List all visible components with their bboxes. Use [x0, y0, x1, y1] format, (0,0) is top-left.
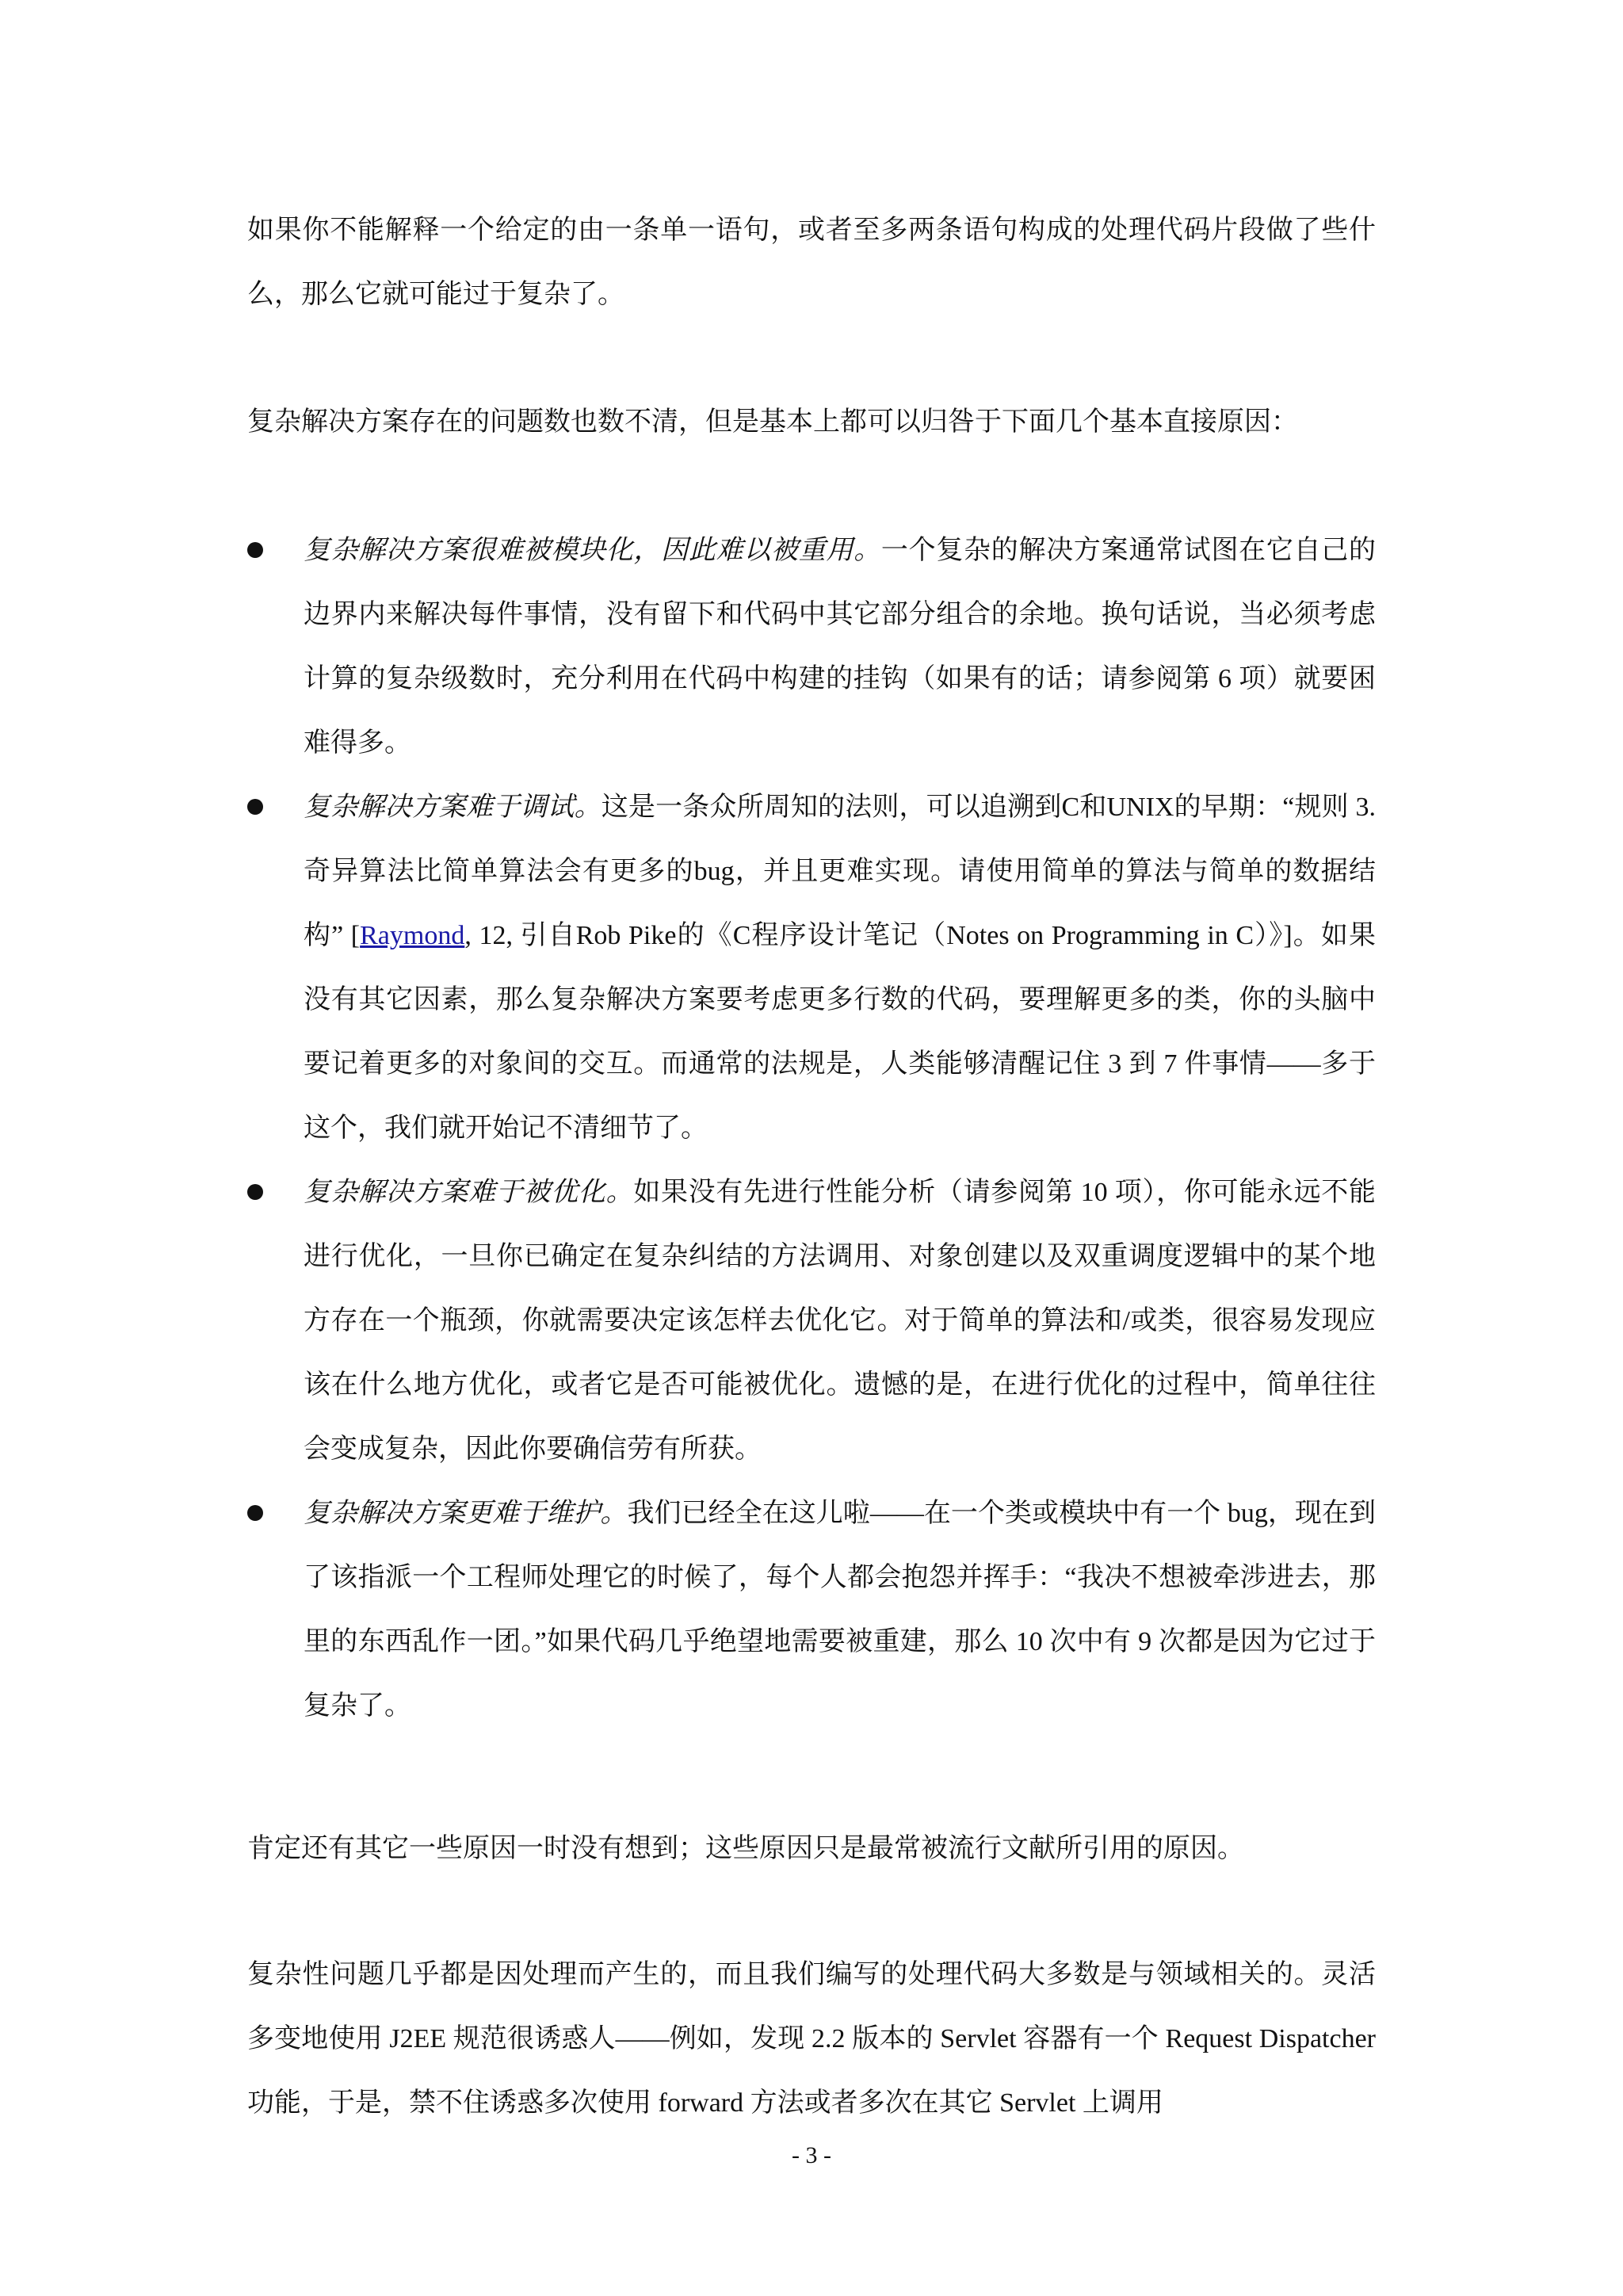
reference-link[interactable]: Raymond	[360, 921, 465, 950]
bullet-text: 这是一条众所周知的法则，可以追溯到C和UNIX的早期：“规则 3. 奇异算法比简单算法会有更多的bug，并且更难实现。请使用简单的算法与简单的数据结构” [	[304, 793, 1376, 950]
bullet-lead: 复杂解决方案难于被优化。	[304, 1178, 634, 1207]
bullet-lead: 复杂解决方案很难被模块化，因此难以被重用。	[304, 536, 881, 565]
bullet-list	[247, 518, 1376, 1738]
bullet-item	[247, 1160, 1376, 1481]
paragraph-3: 肯定还有其它一些原因一时没有想到；这些原因只是最常被流行文献所引用的原因。	[247, 1834, 1244, 1863]
bullet-dot-icon	[247, 542, 263, 558]
bullet-text: 一个复杂的解决方案通常试图在它自己的边界内来解决每件事情，没有留下和代码中其它部分组合的余地。换句话说，当必须考虑计算的复杂级数时，充分利用在代码中构建的挂钩（如果有的话；请参阅第 6 项）就要困难得多。	[304, 536, 1376, 758]
page-number: - 3 -	[792, 2142, 831, 2168]
bullet-lead: 复杂解决方案难于调试。	[304, 793, 601, 822]
bullet-lead: 复杂解决方案更难于维护。	[304, 1499, 628, 1528]
bullet-text: , 12, 引自Rob Pike的《C程序设计笔记（Notes on Programming in C）》]。如果没有其它因素，那么复杂解决方案要考虑更多行数的代码，要理解更多的类，你的头脑中要记着更多的对象间的交互。而通常的法规是，人类能够清醒记住 3 到 7 件事情——多于这个，我们就开始记不清细节了。	[304, 921, 1376, 1143]
bullet-text: 如果没有先进行性能分析（请参阅第 10 项），你可能永远不能进行优化，一旦你已确定在复杂纠结的方法调用、对象创建以及双重调度逻辑中的某个地方存在一个瓶颈，你就需要决定该怎样去优化它。对于简单的算法和/或类，很容易发现应该在什么地方优化，或者它是否可能被优化。遗憾的是，在进行优化的过程中，简单往往会变成复杂，因此你要确信劳有所获。	[304, 1178, 1377, 1464]
paragraph-1: 如果你不能解释一个给定的由一条单一语句，或者至多两条语句构成的处理代码片段做了些什么，那么它就可能过于复杂了。	[247, 216, 1376, 309]
bullet-item	[247, 1481, 1376, 1738]
bullet-dot-icon	[247, 799, 263, 815]
paragraph-4: 复杂性问题几乎都是因处理而产生的，而且我们编写的处理代码大多数是与领域相关的。灵活多变地使用 J2EE 规范很诱惑人——例如，发现 2.2 版本的 Servlet 容器有一个 Request Dispatcher 功能，于是，禁不住诱惑多次使用 forward 方法或者多次在其它 Servlet 上调用	[247, 1960, 1376, 2118]
bullet-dot-icon	[247, 1505, 263, 1521]
bullet-text: 我们已经全在这儿啦——在一个类或模块中有一个 bug，现在到了该指派一个工程师处理它的时候了，每个人都会抱怨并挥手：“我决不想被牵涉进去，那里的东西乱作一团。”如果代码几乎绝望地需要被重建，那么 10 次中有 9 次都是因为它过于复杂了。	[304, 1499, 1377, 1721]
bullet-item	[247, 775, 1376, 1160]
bullet-item	[247, 518, 1376, 775]
bullet-dot-icon	[247, 1184, 263, 1200]
paragraph-2: 复杂解决方案存在的问题数也数不清，但是基本上都可以归咎于下面几个基本直接原因：	[247, 407, 1298, 437]
